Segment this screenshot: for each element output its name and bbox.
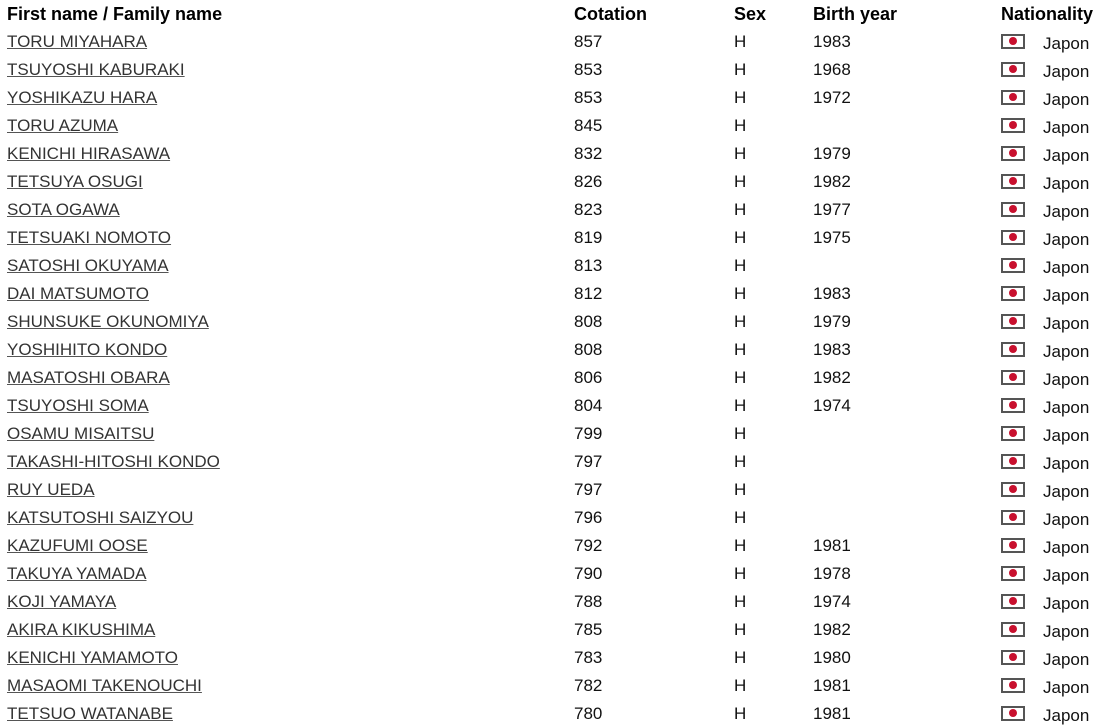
birth-year-cell: 1982 [813, 620, 851, 639]
player-name-link[interactable]: SHUNSUKE OKUNOMIYA [7, 312, 209, 331]
nationality-label: Japon [1043, 90, 1090, 110]
player-name-link[interactable]: KENICHI YAMAMOTO [7, 648, 178, 667]
table-row [0, 672, 1101, 700]
sex-cell: H [734, 536, 747, 555]
birth-year-cell: 1983 [813, 284, 851, 303]
nationality-label: Japon [1043, 34, 1090, 54]
player-name-cell [0, 140, 574, 168]
sex-cell: H [734, 116, 747, 135]
birth-year-cell [813, 504, 1001, 532]
header-birth-year: Birth year [813, 3, 898, 24]
table-row [0, 308, 1101, 336]
japan-flag-icon [1001, 538, 1025, 553]
birth-year-cell [813, 448, 1001, 476]
cotation-cell: 799 [574, 424, 603, 443]
player-name-link[interactable]: KAZUFUMI OOSE [7, 536, 148, 555]
player-name-cell [0, 700, 574, 728]
nationality-label: Japon [1043, 370, 1090, 390]
cotation-cell: 826 [574, 172, 603, 191]
sex-cell: H [734, 200, 747, 219]
nationality-cell [1001, 196, 1101, 224]
nationality-label: Japon [1043, 426, 1090, 446]
birth-year-cell: 1982 [813, 172, 851, 191]
cotation-cell: 813 [574, 256, 603, 275]
player-name-link[interactable]: RUY UEDA [7, 480, 95, 499]
sex-cell: H [734, 368, 747, 387]
nationality-cell [1001, 420, 1101, 448]
player-name-cell [0, 588, 574, 616]
nationality-label: Japon [1043, 202, 1090, 222]
sex-cell: H [734, 508, 747, 527]
cotation-cell: 804 [574, 396, 603, 415]
player-name-cell [0, 56, 574, 84]
player-name-cell [0, 364, 574, 392]
nationality-cell [1001, 224, 1101, 252]
nationality-cell [1001, 28, 1101, 56]
birth-year-cell [813, 420, 1001, 448]
sex-cell: H [734, 340, 747, 359]
table-row [0, 504, 1101, 532]
header-row [0, 0, 1101, 28]
nationality-label: Japon [1043, 678, 1090, 698]
nationality-label: Japon [1043, 62, 1090, 82]
japan-flag-icon [1001, 482, 1025, 497]
birth-year-cell: 1981 [813, 536, 851, 555]
nationality-cell [1001, 672, 1101, 700]
japan-flag-icon [1001, 230, 1025, 245]
cotation-cell: 857 [574, 32, 603, 51]
nationality-cell [1001, 560, 1101, 588]
nationality-cell [1001, 364, 1101, 392]
player-name-link[interactable]: KENICHI HIRASAWA [7, 144, 171, 163]
nationality-label: Japon [1043, 118, 1090, 138]
cotation-cell: 797 [574, 480, 603, 499]
sex-cell: H [734, 424, 747, 443]
nationality-cell [1001, 532, 1101, 560]
table-row [0, 196, 1101, 224]
player-name-cell [0, 672, 574, 700]
cotation-cell: 806 [574, 368, 603, 387]
player-name-cell [0, 504, 574, 532]
nationality-label: Japon [1043, 174, 1090, 194]
player-name-cell [0, 112, 574, 140]
cotation-cell: 819 [574, 228, 603, 247]
japan-flag-icon [1001, 594, 1025, 609]
birth-year-cell: 1983 [813, 340, 851, 359]
nationality-cell [1001, 168, 1101, 196]
player-name-cell [0, 252, 574, 280]
nationality-cell [1001, 308, 1101, 336]
player-name-link[interactable]: MASATOSHI OBARA [7, 368, 170, 387]
cotation-cell: 782 [574, 676, 603, 695]
japan-flag-icon [1001, 510, 1025, 525]
sex-cell: H [734, 564, 747, 583]
table-row [0, 224, 1101, 252]
cotation-cell: 812 [574, 284, 603, 303]
nationality-cell [1001, 504, 1101, 532]
japan-flag-icon [1001, 118, 1025, 133]
table-row [0, 364, 1101, 392]
table-row [0, 476, 1101, 504]
table-row [0, 168, 1101, 196]
player-name-cell [0, 644, 574, 672]
birth-year-cell: 1981 [813, 704, 851, 723]
table-row [0, 336, 1101, 364]
header-cotation: Cotation [574, 3, 647, 24]
japan-flag-icon [1001, 258, 1025, 273]
cotation-cell: 783 [574, 648, 603, 667]
sex-cell: H [734, 480, 747, 499]
table-row [0, 420, 1101, 448]
player-name-cell [0, 420, 574, 448]
sex-cell: H [734, 676, 747, 695]
cotation-cell: 797 [574, 452, 603, 471]
cotation-cell: 780 [574, 704, 603, 723]
player-name-link[interactable]: TETSUAKI NOMOTO [7, 228, 172, 247]
birth-year-cell: 1983 [813, 32, 851, 51]
cotation-cell: 845 [574, 116, 603, 135]
player-name-cell [0, 392, 574, 420]
cotation-cell: 808 [574, 312, 603, 331]
birth-year-cell: 1974 [813, 396, 851, 415]
nationality-cell [1001, 280, 1101, 308]
japan-flag-icon [1001, 454, 1025, 469]
birth-year-cell: 1975 [813, 228, 851, 247]
player-name-link[interactable]: DAI MATSUMOTO [7, 284, 149, 303]
birth-year-cell: 1974 [813, 592, 851, 611]
nationality-cell [1001, 476, 1101, 504]
cotation-cell: 808 [574, 340, 603, 359]
player-name-link[interactable]: TAKUYA YAMADA [7, 564, 147, 583]
player-name-cell [0, 560, 574, 588]
player-name-link[interactable]: TETSUYA OSUGI [7, 172, 143, 191]
player-name-link[interactable]: MASAOMI TAKENOUCHI [7, 676, 202, 695]
player-name-cell [0, 532, 574, 560]
japan-flag-icon [1001, 146, 1025, 161]
sex-cell: H [734, 256, 747, 275]
player-name-cell [0, 336, 574, 364]
player-name-link[interactable]: TSUYOSHI KABURAKI [7, 60, 185, 79]
table-row [0, 56, 1101, 84]
sex-cell: H [734, 32, 747, 51]
nationality-label: Japon [1043, 398, 1090, 418]
sex-cell: H [734, 60, 747, 79]
player-name-link[interactable]: YOSHIHITO KONDO [7, 340, 168, 359]
japan-flag-icon [1001, 706, 1025, 721]
birth-year-cell [813, 476, 1001, 504]
birth-year-cell: 1979 [813, 312, 851, 331]
player-name-cell [0, 476, 574, 504]
nationality-cell [1001, 700, 1101, 728]
table-row [0, 28, 1101, 56]
nationality-cell [1001, 56, 1101, 84]
table-row [0, 448, 1101, 476]
sex-cell: H [734, 144, 747, 163]
nationality-label: Japon [1043, 566, 1090, 586]
player-name-link[interactable]: OSAMU MISAITSU [7, 424, 155, 443]
table-row [0, 84, 1101, 112]
player-name-link[interactable]: TORU AZUMA [7, 116, 119, 135]
table-row [0, 588, 1101, 616]
japan-flag-icon [1001, 566, 1025, 581]
sex-cell: H [734, 312, 747, 331]
nationality-label: Japon [1043, 342, 1090, 362]
table-row [0, 644, 1101, 672]
birth-year-cell: 1972 [813, 88, 851, 107]
sex-cell: H [734, 452, 747, 471]
sex-cell: H [734, 620, 747, 639]
japan-flag-icon [1001, 62, 1025, 77]
nationality-label: Japon [1043, 146, 1090, 166]
japan-flag-icon [1001, 34, 1025, 49]
player-name-cell [0, 196, 574, 224]
japan-flag-icon [1001, 426, 1025, 441]
cotation-cell: 823 [574, 200, 603, 219]
player-name-cell [0, 280, 574, 308]
nationality-label: Japon [1043, 230, 1090, 250]
nationality-cell [1001, 644, 1101, 672]
sex-cell: H [734, 396, 747, 415]
nationality-cell [1001, 448, 1101, 476]
japan-flag-icon [1001, 90, 1025, 105]
player-name-link[interactable]: SOTA OGAWA [7, 200, 120, 219]
table-body [0, 28, 1101, 728]
nationality-cell [1001, 112, 1101, 140]
table-row [0, 252, 1101, 280]
japan-flag-icon [1001, 398, 1025, 413]
player-name-cell [0, 28, 574, 56]
player-name-link[interactable]: SATOSHI OKUYAMA [7, 256, 169, 275]
nationality-label: Japon [1043, 454, 1090, 474]
player-name-cell [0, 84, 574, 112]
birth-year-cell: 1980 [813, 648, 851, 667]
sex-cell: H [734, 704, 747, 723]
japan-flag-icon [1001, 622, 1025, 637]
table-row [0, 560, 1101, 588]
header-sex: Sex [734, 3, 767, 24]
nationality-cell [1001, 336, 1101, 364]
nationality-label: Japon [1043, 510, 1090, 530]
header-nationality: Nationality [1001, 3, 1094, 24]
player-name-link[interactable]: TAKASHI-HITOSHI KONDO [7, 452, 220, 471]
cotation-cell: 792 [574, 536, 603, 555]
nationality-label: Japon [1043, 482, 1090, 502]
nationality-label: Japon [1043, 594, 1090, 614]
table-row [0, 140, 1101, 168]
player-name-link[interactable]: YOSHIKAZU HARA [7, 88, 158, 107]
player-name-cell [0, 224, 574, 252]
japan-flag-icon [1001, 286, 1025, 301]
sex-cell: H [734, 592, 747, 611]
japan-flag-icon [1001, 650, 1025, 665]
player-name-link[interactable]: KATSUTOSHI SAIZYOU [7, 508, 194, 527]
birth-year-cell [813, 112, 1001, 140]
player-name-cell [0, 448, 574, 476]
player-name-link[interactable]: TETSUO WATANABE [7, 704, 173, 723]
table-row [0, 392, 1101, 420]
nationality-cell [1001, 140, 1101, 168]
sex-cell: H [734, 228, 747, 247]
nationality-cell [1001, 84, 1101, 112]
birth-year-cell: 1977 [813, 200, 851, 219]
player-name-link[interactable]: KOJI YAMAYA [7, 592, 117, 611]
player-name-link[interactable]: TSUYOSHI SOMA [7, 396, 149, 415]
japan-flag-icon [1001, 370, 1025, 385]
player-name-link[interactable]: AKIRA KIKUSHIMA [7, 620, 156, 639]
nationality-cell [1001, 252, 1101, 280]
nationality-label: Japon [1043, 314, 1090, 334]
nationality-label: Japon [1043, 538, 1090, 558]
cotation-cell: 853 [574, 60, 603, 79]
table-row [0, 280, 1101, 308]
birth-year-cell: 1978 [813, 564, 851, 583]
player-name-link[interactable]: TORU MIYAHARA [7, 32, 148, 51]
birth-year-cell: 1982 [813, 368, 851, 387]
cotation-cell: 853 [574, 88, 603, 107]
nationality-cell [1001, 392, 1101, 420]
table-row [0, 616, 1101, 644]
sex-cell: H [734, 88, 747, 107]
table-row [0, 112, 1101, 140]
birth-year-cell: 1979 [813, 144, 851, 163]
nationality-cell [1001, 616, 1101, 644]
nationality-label: Japon [1043, 706, 1090, 726]
cotation-cell: 796 [574, 508, 603, 527]
japan-flag-icon [1001, 342, 1025, 357]
birth-year-cell: 1968 [813, 60, 851, 79]
cotation-cell: 788 [574, 592, 603, 611]
player-name-cell [0, 308, 574, 336]
player-name-cell [0, 168, 574, 196]
cotation-cell: 785 [574, 620, 603, 639]
japan-flag-icon [1001, 174, 1025, 189]
table-row [0, 700, 1101, 728]
nationality-label: Japon [1043, 622, 1090, 642]
sex-cell: H [734, 648, 747, 667]
sex-cell: H [734, 284, 747, 303]
nationality-label: Japon [1043, 286, 1090, 306]
nationality-label: Japon [1043, 650, 1090, 670]
birth-year-cell: 1981 [813, 676, 851, 695]
sex-cell: H [734, 172, 747, 191]
japan-flag-icon [1001, 678, 1025, 693]
cotation-cell: 832 [574, 144, 603, 163]
table-header [0, 0, 1101, 28]
nationality-label: Japon [1043, 258, 1090, 278]
japan-flag-icon [1001, 202, 1025, 217]
birth-year-cell [813, 252, 1001, 280]
header-name: First name / Family name [7, 3, 223, 24]
japan-flag-icon [1001, 314, 1025, 329]
table-row [0, 532, 1101, 560]
cotation-cell: 790 [574, 564, 603, 583]
player-name-cell [0, 616, 574, 644]
nationality-cell [1001, 588, 1101, 616]
